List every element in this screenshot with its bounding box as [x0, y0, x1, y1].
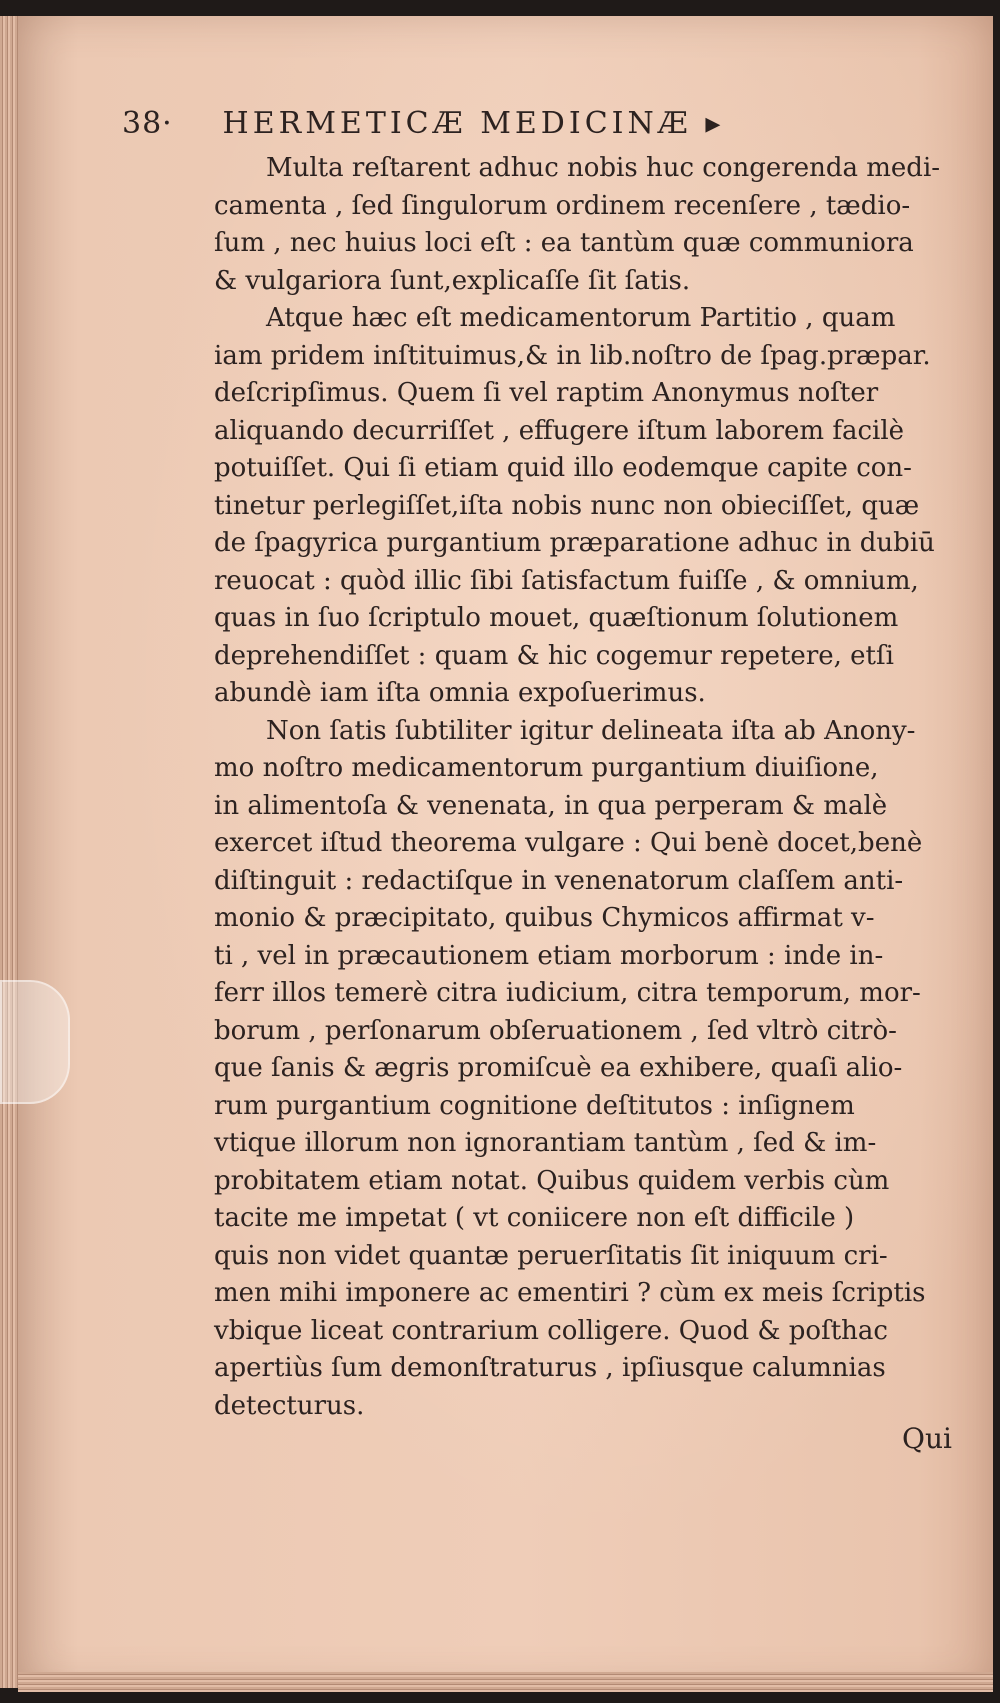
text-line: reuocat : quòd illic ſibi ſatisfactum fuiſſe , & omnium,	[214, 565, 919, 596]
text-line: Non ſatis ſubtiliter igitur delineata iſta ab Anony-	[266, 715, 916, 746]
text-line: in alimentoſa & venenata, in qua perperam & malè	[214, 790, 888, 821]
text-line: tacite me impetat ( vt coniicere non eſt difficile )	[214, 1203, 855, 1233]
text-line: diſtinguit : redactiſque in venenatorum claſſem anti-	[214, 865, 904, 896]
text-line: tinetur perlegiſſet,iſta nobis nunc non obieciſſet, quæ	[214, 490, 920, 521]
text-line: deprehendiſſet : quam & hic cogemur repetere, etſi	[214, 640, 894, 671]
text-line: Multa reſtarent adhuc nobis huc congerenda medi-	[266, 153, 941, 183]
text-line: rum purgantium cognitione deſtitutos : inſignem	[214, 1090, 855, 1121]
text-line: & vulgariora ſunt,explicaſſe ſit ſatis.	[214, 265, 691, 296]
text-line: vtique illorum non ignorantiam tantùm , ſed & im-	[214, 1128, 877, 1158]
text-line: quas in ſuo ſcriptulo mouet, quæſtionum ſolutionem	[214, 603, 899, 633]
text-line: exercet iſtud theorema vulgare : Qui benè docet,benè	[214, 828, 923, 858]
text-line: que ſanis & ægris promiſcuè ea exhibere, quaſi alio-	[214, 1053, 903, 1083]
text-line: vbique liceat contrarium colligere. Quod & poſthac	[214, 1315, 888, 1346]
page-stack-bottom-edge	[18, 1672, 993, 1692]
text-line: monio & præcipitato, quibus Chymicos affirmat v-	[214, 903, 875, 933]
text-line: ferr illos temerè citra iudicium, citra temporum, mor-	[214, 978, 921, 1008]
text-line: iam pridem inſtituimus,& in lib.noſtro de ſpag.præpar.	[214, 340, 931, 371]
catchword: Qui	[902, 1422, 952, 1455]
text-line: apertiùs ſum demonſtraturus , ipſiusque calumnias	[214, 1353, 886, 1383]
text-line: deſcripſimus. Quem ſi vel raptim Anonymus noſter	[214, 378, 879, 408]
text-line: ti , vel in præcautionem etiam morborum : inde in-	[214, 940, 884, 971]
text-line: camenta , ſed ſingulorum ordinem recenſere , tædio-	[214, 190, 911, 221]
text-line: ſum , nec huius loci eſt : ea tantùm quæ communiora	[214, 228, 914, 258]
text-line: detecturus.	[214, 1390, 365, 1421]
text-line: de ſpagyrica purgantium præparatione adhuc in dubiū	[214, 528, 935, 558]
text-line: mo noſtro medicamentorum purgantium diuiſione,	[214, 753, 879, 783]
text-line: probitatem etiam notat. Quibus quidem verbis cùm	[214, 1165, 890, 1196]
text-line: men mihi imponere ac ementiri ? cùm ex meis ſcriptis	[214, 1278, 926, 1308]
text-line: potuiſſet. Qui ſi etiam quid illo eodemque capite con-	[214, 453, 912, 483]
body-text	[214, 150, 954, 1425]
running-head	[122, 106, 862, 146]
text-line: borum , perſonarum obſeruationem , ſed vltrò citrò-	[214, 1015, 897, 1046]
page-number: 38·	[122, 106, 173, 141]
thumb-tab	[0, 980, 70, 1104]
running-title: HERMETICÆ MEDICINÆ ▸	[222, 106, 725, 141]
text-line: abundè iam iſta omnia expoſuerimus.	[214, 678, 706, 708]
text-line: aliquando decurriſſet , effugere iſtum laborem facilè	[214, 415, 905, 446]
text-line: Atque hæc eſt medicamentorum Partitio , quam	[266, 303, 896, 333]
text-line: quis non videt quantæ peruerſitatis ſit iniquum cri-	[214, 1240, 888, 1271]
